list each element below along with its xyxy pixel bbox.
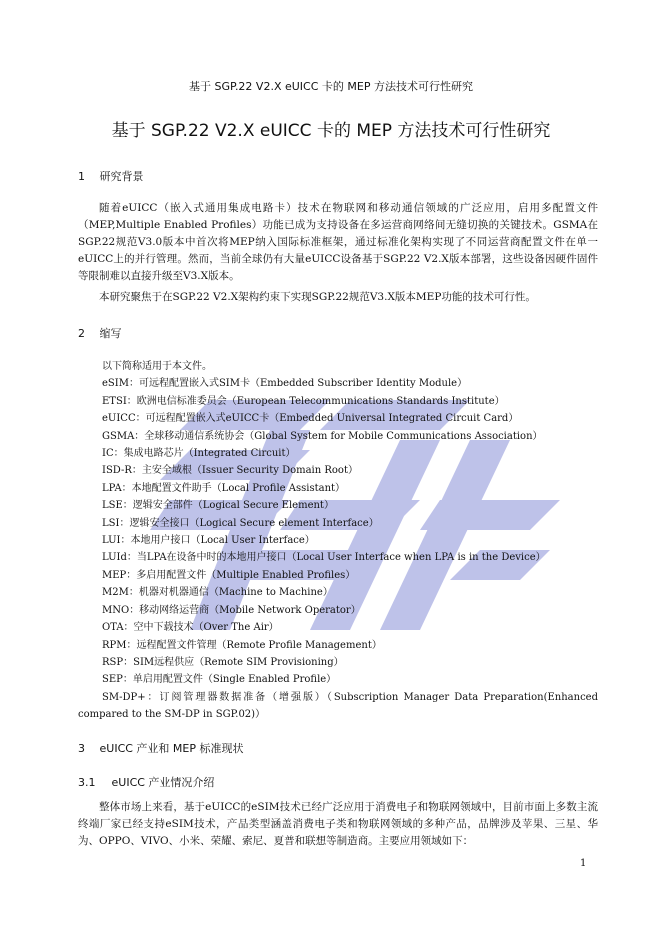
abbreviation-item: RSP：SIM远程供应（Remote SIM Provisioning） (102, 656, 344, 668)
background-paragraph-1: 随着eUICC（嵌入式通用集成电路卡）技术在物联网和移动通信领域的广泛应用，启用多配置文件（MEP,Multiple Enabled Profiles）功能已成为支持设备在多运营商网络间无缝切换的关键技术。GSMA在SGP.22规范V3.0版本中首次将MEP纳入国际标准框架，通过标准化架构实现了不同运营商配置文件在单一eUICC上的并行管理。然而，当前全球仍有大量eUICC设备基于SGP.22 V2.X版本部署，这些设备因硬件固件等限制难以直接升级至V3.X版本。 (78, 202, 598, 282)
section-number: 1 (78, 170, 85, 183)
abbreviation-item: SM-DP+：订阅管理器数据准备（增强版）（Subscription Manager Data Preparation(Enhanced compared to the SM-DP in SGP.02)） (78, 691, 598, 721)
section-title: 缩写 (99, 327, 122, 340)
abbreviation-item: ISD-R：主安全域根（Issuer Security Domain Root） (102, 465, 358, 477)
industry-paragraph: 整体市场上来看，基于eUICC的eSIM技术已经广泛应用于消费电子和物联网领域中，目前市面上多数主流终端厂家已经支持eSIM技术，产品类型涵盖消费电子类和物联网领域的多种产品，品牌涉及苹果、三星、华为、OPPO、VIVO、小米、荣耀、索尼、夏普和联想等制造商。主要应用领域如下： (78, 801, 598, 847)
section-number: 2 (78, 327, 85, 340)
section-heading-2 (78, 325, 122, 341)
abbreviation-item: M2M：机器对机器通信（Machine to Machine） (102, 587, 333, 599)
abbreviation-item: ETSI：欧洲电信标准委员会（European Telecommunications Standards Institute） (102, 395, 505, 407)
abbreviation-item: IC：集成电路芯片（Integrated Circuit） (102, 448, 296, 460)
abbreviation-item: MNO：移动网络运营商（Mobile Network Operator） (102, 604, 361, 616)
abbreviation-item: LPA：本地配置文件助手（Local Profile Assistant） (102, 482, 346, 494)
section-title: eUICC 产业和 MEP 标准现状 (99, 742, 244, 755)
abbreviation-list (78, 358, 598, 724)
section-title: eUICC 产业情况介绍 (111, 776, 215, 789)
document-title: 基于 SGP.22 V2.X eUICC 卡的 MEP 方法技术可行性研究 (111, 121, 551, 141)
abbreviation-item: OTA：空中下载技术（Over The Air） (102, 622, 279, 634)
section-title: 研究背景 (99, 170, 144, 183)
abbreviation-item: MEP：多启用配置文件（Multiple Enabled Profiles） (102, 569, 356, 581)
page-number: 1 (580, 858, 587, 869)
abbreviation-item: LSE：逻辑安全部件（Logical Secure Element） (102, 500, 334, 512)
abbreviation-item: SEP：单启用配置文件（Single Enabled Profile） (102, 674, 337, 686)
abbreviation-item: LSI：逻辑安全接口（Logical Secure element Interface） (102, 517, 379, 529)
section-number: 3.1 (78, 776, 96, 789)
abbreviation-intro: 以下简称适用于本文件。 (102, 361, 212, 372)
running-header: 基于 SGP.22 V2.X eUICC 卡的 MEP 方法技术可行性研究 (189, 80, 473, 93)
background-paragraph-2: 本研究聚焦于在SGP.22 V2.X架构约束下实现SGP.22规范V3.X版本MEP功能的技术可行性。 (99, 291, 536, 303)
section-heading-3-1 (78, 774, 214, 790)
abbreviation-item: eSIM：可远程配置嵌入式SIM卡（Embedded Subscriber Identity Module） (102, 378, 468, 390)
section-heading-3 (78, 740, 244, 756)
abbreviation-item: RPM：远程配置文件管理（Remote Profile Management） (102, 639, 382, 651)
abbreviation-item: LUId：当LPA在设备中时的本地用户接口（Local User Interface when LPA is in the Device） (102, 552, 546, 564)
section-number: 3 (78, 742, 85, 755)
abbreviation-item: eUICC：可远程配置嵌入式eUICC卡（Embedded Universal Integrated Circuit Card） (102, 413, 519, 425)
abbreviation-item: GSMA：全球移动通信系统协会（Global System for Mobile Communications Association） (102, 430, 543, 442)
abbreviation-item: LUI：本地用户接口（Local User Interface） (102, 535, 315, 547)
section-heading-1 (78, 168, 144, 184)
